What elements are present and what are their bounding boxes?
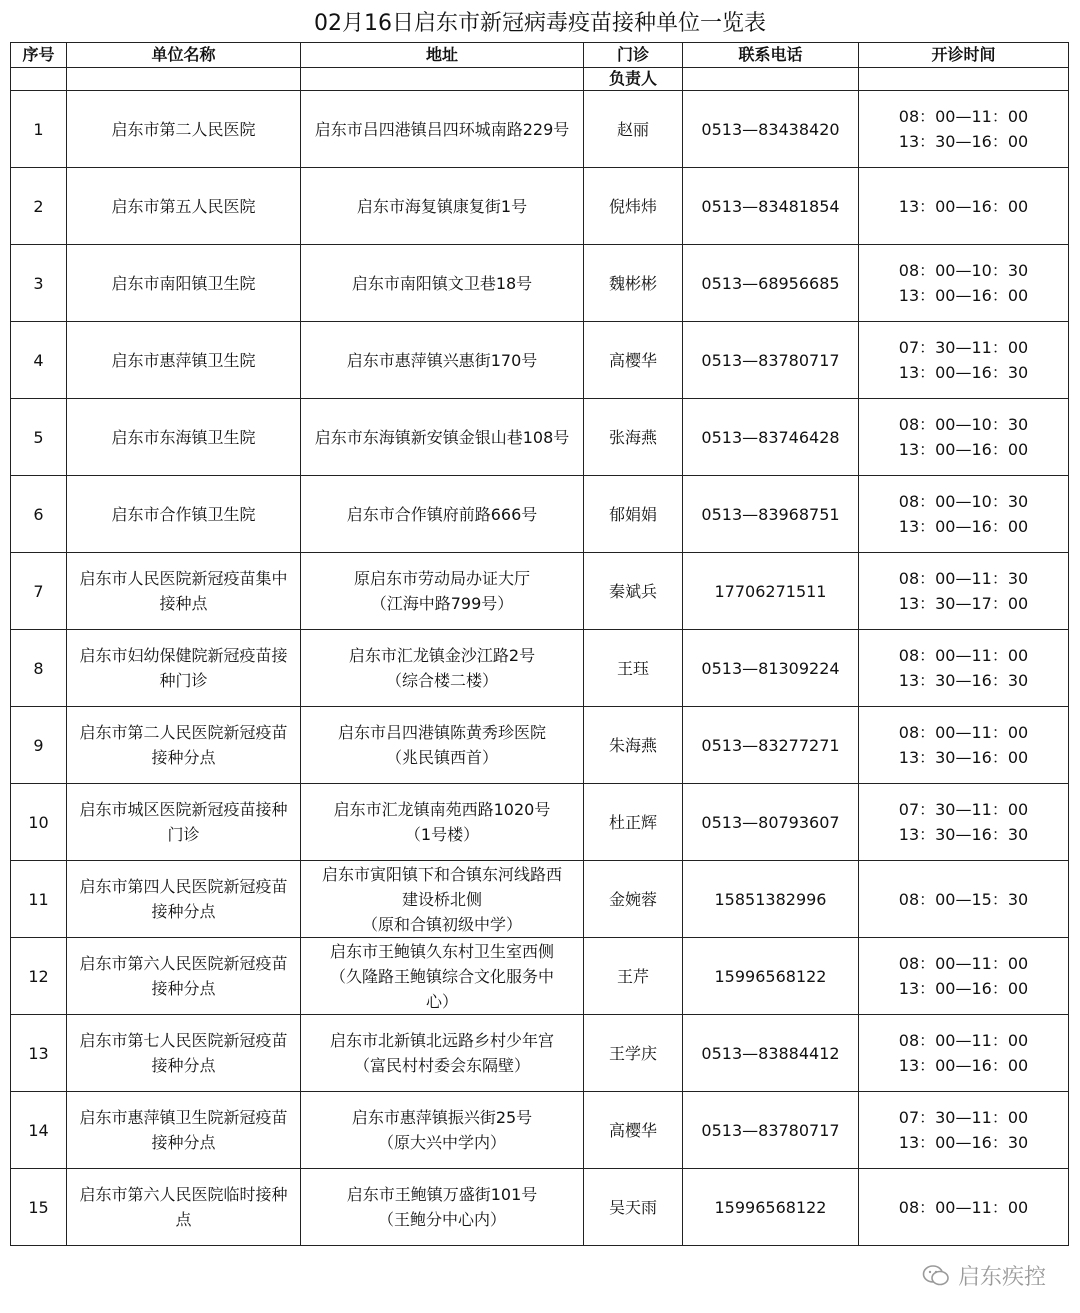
cell-phone-text: 0513—83481854: [701, 196, 840, 216]
table-row: [11, 399, 1069, 476]
cell-index: [11, 1169, 67, 1246]
cell-person: [584, 707, 683, 784]
cell-name: [67, 938, 301, 1015]
cell-phone-text: 15851382996: [714, 889, 827, 909]
cell-address-text: 启东市海复镇康复街1号: [356, 196, 528, 216]
cell-name: [67, 553, 301, 630]
cell-person: [584, 245, 683, 322]
table-row: [11, 707, 1069, 784]
table-row: [11, 861, 1069, 938]
cell-address-text: 原启东市劳动局办证大厅 （江海中路799号）: [353, 569, 530, 613]
table-row: [11, 784, 1069, 861]
cell-name-text: 启东市第四人民医院新冠疫苗 接种分点: [79, 877, 288, 921]
cell-hours: [859, 322, 1069, 399]
cell-index-text: 9: [33, 735, 44, 755]
cell-address-text: 启东市惠萍镇兴惠街170号: [346, 350, 538, 370]
cell-address: [301, 630, 584, 707]
cell-index: [11, 322, 67, 399]
cell-hours: [859, 1015, 1069, 1092]
header-person-bottom: 负责人: [584, 68, 683, 91]
cell-index: [11, 476, 67, 553]
table-row: [11, 476, 1069, 553]
cell-person-text: 赵丽: [616, 119, 649, 139]
cell-address: [301, 476, 584, 553]
cell-person: [584, 1169, 683, 1246]
cell-phone: [683, 553, 859, 630]
cell-hours: [859, 938, 1069, 1015]
cell-person-text: 杜正辉: [608, 812, 657, 832]
cell-phone: [683, 938, 859, 1015]
header-hours: 开诊时间: [859, 43, 1069, 68]
table-row: [11, 322, 1069, 399]
cell-address-text: 启东市王鲍镇久东村卫生室西侧 （久隆路王鲍镇综合文化服务中 心）: [329, 941, 554, 1011]
subheader-empty: [683, 68, 859, 91]
cell-address-text: 启东市东海镇新安镇金银山巷108号: [314, 427, 570, 447]
cell-name: [67, 322, 301, 399]
cell-address: [301, 861, 584, 938]
cell-index-text: 1: [33, 119, 44, 139]
cell-index-text: 4: [33, 350, 44, 370]
cell-name: [67, 630, 301, 707]
table-row: [11, 1015, 1069, 1092]
watermark-text: 启东疾控: [957, 1265, 1046, 1290]
cell-name: [67, 1169, 301, 1246]
cell-name: [67, 91, 301, 168]
watermark: [922, 1260, 1046, 1291]
cell-phone-text: 0513—68956685: [701, 273, 840, 293]
cell-phone: [683, 861, 859, 938]
cell-name-text: 启东市人民医院新冠疫苗集中 接种点: [79, 569, 288, 613]
cell-index: [11, 784, 67, 861]
cell-name: [67, 476, 301, 553]
cell-name: [67, 168, 301, 245]
cell-address: [301, 553, 584, 630]
cell-index-text: 7: [33, 581, 44, 601]
header-person-top: 门诊: [584, 43, 683, 68]
cell-person: [584, 399, 683, 476]
subheader-empty: [67, 68, 301, 91]
cell-address: [301, 707, 584, 784]
cell-name: [67, 707, 301, 784]
cell-address-text: 启东市汇龙镇南苑西路1020号 （1号楼）: [333, 800, 551, 844]
cell-address-text: 启东市吕四港镇吕四环城南路229号: [314, 119, 570, 139]
cell-hours: [859, 245, 1069, 322]
header-row: [11, 43, 1069, 68]
cell-index-text: 3: [33, 273, 44, 293]
cell-index-text: 14: [28, 1120, 49, 1140]
cell-person: [584, 1015, 683, 1092]
cell-phone: [683, 399, 859, 476]
cell-address-text: 启东市南阳镇文卫巷18号: [351, 273, 533, 293]
cell-name: [67, 1015, 301, 1092]
cell-phone-text: 0513—80793607: [701, 812, 840, 832]
cell-hours-text: 07：30—11：00 13：30—16：30: [898, 800, 1029, 844]
cell-phone: [683, 707, 859, 784]
table-row: [11, 1169, 1069, 1246]
header-address: 地址: [301, 43, 584, 68]
cell-phone: [683, 630, 859, 707]
cell-address: [301, 245, 584, 322]
cell-address: [301, 168, 584, 245]
cell-phone-text: 15996568122: [714, 1197, 827, 1217]
cell-index-text: 11: [28, 889, 49, 909]
cell-hours: [859, 630, 1069, 707]
cell-phone: [683, 476, 859, 553]
cell-person-text: 高樱华: [608, 350, 657, 370]
header-phone: 联系电话: [683, 43, 859, 68]
cell-name: [67, 1092, 301, 1169]
cell-address: [301, 91, 584, 168]
cell-index-text: 8: [33, 658, 44, 678]
cell-person: [584, 861, 683, 938]
cell-hours: [859, 707, 1069, 784]
cell-index-text: 13: [28, 1043, 49, 1063]
cell-index: [11, 245, 67, 322]
wechat-icon: [922, 1264, 950, 1288]
cell-index: [11, 399, 67, 476]
cell-name: [67, 399, 301, 476]
subheader-empty: [11, 68, 67, 91]
table-row: [11, 938, 1069, 1015]
cell-phone-text: 0513—83780717: [701, 350, 840, 370]
cell-name-text: 启东市第六人民医院临时接种 点: [79, 1185, 288, 1229]
cell-index: [11, 1015, 67, 1092]
cell-name-text: 启东市南阳镇卫生院: [111, 273, 256, 293]
cell-person: [584, 168, 683, 245]
cell-person-text: 金婉蓉: [608, 889, 657, 909]
cell-phone: [683, 91, 859, 168]
cell-person-text: 王珏: [616, 658, 649, 678]
cell-hours-text: 08：00—11：00 13：30—16：30: [898, 646, 1029, 690]
cell-address-text: 启东市汇龙镇金沙江路2号 （综合楼二楼）: [348, 646, 536, 690]
cell-name-text: 启东市第二人民医院: [111, 119, 256, 139]
cell-phone-text: 0513—83968751: [701, 504, 840, 524]
cell-hours: [859, 476, 1069, 553]
subheader-row: [11, 68, 1069, 91]
cell-address: [301, 1015, 584, 1092]
cell-index-text: 10: [28, 812, 49, 832]
cell-hours-text: 08：00—11：00 13：30—16：00: [898, 107, 1029, 151]
cell-hours: [859, 861, 1069, 938]
cell-index: [11, 938, 67, 1015]
cell-hours-text: 08：00—11：30 13：30—17：00: [898, 569, 1029, 613]
cell-address-text: 启东市王鲍镇万盛街101号 （王鲍分中心内）: [346, 1185, 538, 1229]
cell-hours-text: 07：30—11：00 13：00—16：30: [898, 338, 1029, 382]
cell-name: [67, 784, 301, 861]
subheader-empty: [301, 68, 584, 91]
cell-phone: [683, 1169, 859, 1246]
cell-hours-text: 08：00—11：00 13：00—16：00: [898, 1031, 1029, 1075]
cell-hours-text: 07：30—11：00 13：00—16：30: [898, 1108, 1029, 1152]
cell-name-text: 启东市东海镇卫生院: [111, 427, 256, 447]
cell-person-text: 张海燕: [608, 427, 657, 447]
cell-hours: [859, 1092, 1069, 1169]
cell-hours: [859, 1169, 1069, 1246]
table-body: [11, 91, 1069, 1246]
cell-name-text: 启东市第二人民医院新冠疫苗 接种分点: [79, 723, 288, 767]
cell-person-text: 朱海燕: [608, 735, 657, 755]
cell-hours: [859, 91, 1069, 168]
cell-person-text: 秦斌兵: [608, 581, 657, 601]
cell-phone-text: 0513—83780717: [701, 1120, 840, 1140]
cell-person-text: 高樱华: [608, 1120, 657, 1140]
cell-person: [584, 1092, 683, 1169]
subheader-empty: [859, 68, 1069, 91]
cell-address-text: 启东市吕四港镇陈黄秀珍医院 （兆民镇西首）: [337, 723, 546, 767]
table-row: [11, 245, 1069, 322]
cell-hours-text: 08：00—11：00 13：30—16：00: [898, 723, 1029, 767]
cell-address-text: 启东市惠萍镇振兴街25号 （原大兴中学内）: [351, 1108, 533, 1152]
cell-hours-text: 08：00—10：30 13：00—16：00: [898, 261, 1029, 305]
cell-hours-text: 08：00—11：00: [898, 1197, 1029, 1217]
cell-address: [301, 399, 584, 476]
cell-index: [11, 553, 67, 630]
cell-address: [301, 1169, 584, 1246]
cell-address-text: 启东市寅阳镇下和合镇东河线路西 建设桥北侧 （原和合镇初级中学）: [321, 864, 562, 934]
cell-person: [584, 476, 683, 553]
cell-address: [301, 322, 584, 399]
cell-person: [584, 630, 683, 707]
header-index: 序号: [11, 43, 67, 68]
cell-index: [11, 91, 67, 168]
cell-name-text: 启东市妇幼保健院新冠疫苗接 种门诊: [79, 646, 288, 690]
cell-index: [11, 168, 67, 245]
cell-phone-text: 0513—81309224: [701, 658, 840, 678]
cell-phone-text: 0513—83884412: [701, 1043, 840, 1063]
cell-person: [584, 322, 683, 399]
table-row: [11, 168, 1069, 245]
cell-index-text: 2: [33, 196, 44, 216]
cell-index-text: 6: [33, 504, 44, 524]
cell-name: [67, 861, 301, 938]
cell-phone: [683, 322, 859, 399]
cell-hours: [859, 168, 1069, 245]
cell-hours: [859, 784, 1069, 861]
cell-name-text: 启东市第五人民医院: [111, 196, 256, 216]
cell-phone: [683, 245, 859, 322]
cell-person: [584, 938, 683, 1015]
cell-address-text: 启东市北新镇北远路乡村少年宫 （富民村村委会东隔壁）: [329, 1031, 554, 1075]
cell-name-text: 启东市惠萍镇卫生院: [111, 350, 256, 370]
cell-address: [301, 1092, 584, 1169]
cell-hours-text: 08：00—10：30 13：00—16：00: [898, 492, 1029, 536]
cell-person-text: 王芹: [616, 966, 649, 986]
cell-index-text: 15: [28, 1197, 49, 1217]
cell-hours-text: 08：00—15：30: [898, 889, 1029, 909]
cell-phone-text: 0513—83746428: [701, 427, 840, 447]
cell-name-text: 启东市合作镇卫生院: [111, 504, 256, 524]
cell-person: [584, 553, 683, 630]
cell-hours-text: 08：00—11：00 13：00—16：00: [898, 954, 1029, 998]
cell-index-text: 12: [28, 966, 49, 986]
header-name: 单位名称: [67, 43, 301, 68]
cell-phone: [683, 1092, 859, 1169]
cell-address-text: 启东市合作镇府前路666号: [346, 504, 538, 524]
cell-phone-text: 15996568122: [714, 966, 827, 986]
cell-hours: [859, 399, 1069, 476]
cell-phone-text: 0513—83277271: [701, 735, 840, 755]
cell-name-text: 启东市惠萍镇卫生院新冠疫苗 接种分点: [79, 1108, 288, 1152]
page-title: 02月16日启东市新冠病毒疫苗接种单位一览表: [314, 11, 766, 36]
cell-index: [11, 707, 67, 784]
cell-index: [11, 1092, 67, 1169]
cell-phone: [683, 168, 859, 245]
cell-address: [301, 938, 584, 1015]
cell-index: [11, 630, 67, 707]
table-row: [11, 91, 1069, 168]
cell-index: [11, 861, 67, 938]
cell-person-text: 倪炜炜: [608, 196, 657, 216]
cell-person-text: 魏彬彬: [608, 273, 657, 293]
cell-person-text: 郁娟娟: [608, 504, 657, 524]
cell-person: [584, 784, 683, 861]
cell-name-text: 启东市城区医院新冠疫苗接种 门诊: [79, 800, 288, 844]
vaccination-sites-table: [10, 42, 1069, 1246]
cell-name: [67, 245, 301, 322]
cell-person-text: 王学庆: [608, 1043, 657, 1063]
cell-hours: [859, 553, 1069, 630]
cell-index-text: 5: [33, 427, 44, 447]
cell-address: [301, 784, 584, 861]
table-row: [11, 630, 1069, 707]
table-row: [11, 1092, 1069, 1169]
cell-hours-text: 13：00—16：00: [898, 196, 1029, 216]
cell-name-text: 启东市第六人民医院新冠疫苗 接种分点: [79, 954, 288, 998]
cell-name-text: 启东市第七人民医院新冠疫苗 接种分点: [79, 1031, 288, 1075]
cell-hours-text: 08：00—10：30 13：00—16：00: [898, 415, 1029, 459]
cell-person: [584, 91, 683, 168]
table-row: [11, 553, 1069, 630]
cell-person-text: 吴天雨: [608, 1197, 657, 1217]
cell-phone-text: 17706271511: [714, 581, 827, 601]
cell-phone-text: 0513—83438420: [701, 119, 840, 139]
cell-phone: [683, 1015, 859, 1092]
cell-phone: [683, 784, 859, 861]
